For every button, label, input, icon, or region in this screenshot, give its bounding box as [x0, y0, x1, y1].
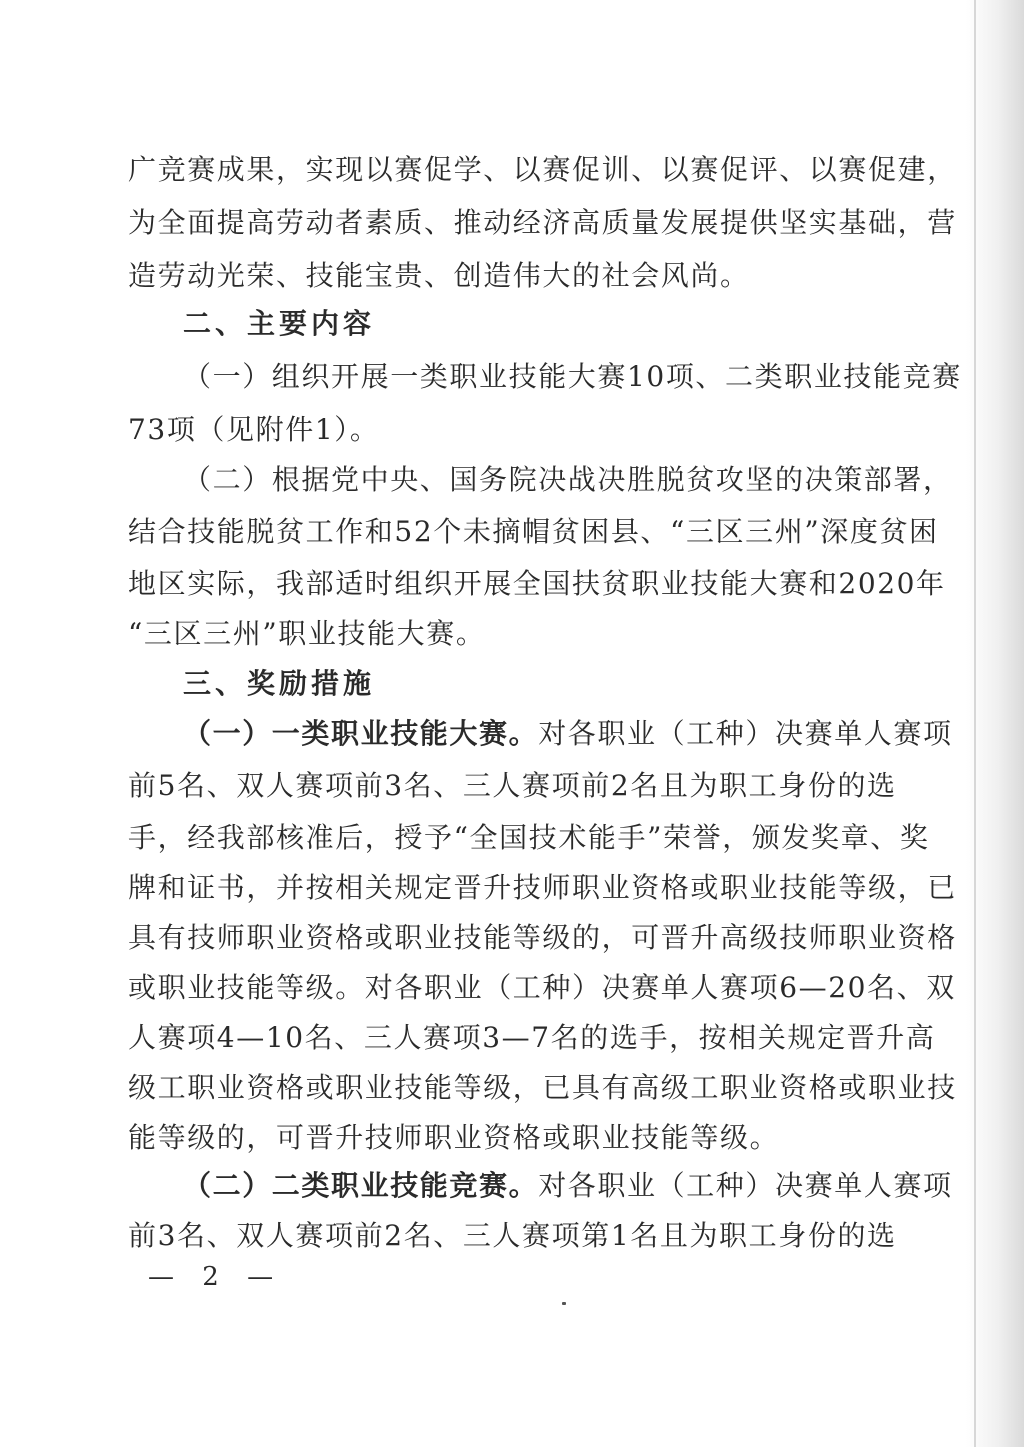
body-line: 手，经我部核准后，授予“全国技术能手”荣誉，颁发奖章、奖	[128, 821, 930, 854]
page-number: — 2 —	[148, 1262, 284, 1292]
body-line: 造劳动光荣、技能宝贵、创造伟大的社会风尚。	[128, 259, 750, 292]
body-line: 前5名、双人赛项前3名、三人赛项前2名且为职工身份的选	[128, 769, 897, 802]
scan-edge-line	[974, 0, 976, 1447]
body-line: 级工职业资格或职业技能等级，已具有高级工职业资格或职业技	[128, 1071, 957, 1104]
body-line: 结合技能脱贫工作和52个未摘帽贫困县、“三区三州”深度贫困	[128, 515, 939, 548]
body-line: 73项（见附件1）。	[128, 413, 380, 446]
body-line: 前3名、双人赛项前2名、三人赛项第1名且为职工身份的选	[128, 1219, 897, 1252]
body-text: 对各职业（工种）决赛单人赛项	[538, 717, 953, 750]
body-line: 人赛项4—10名、三人赛项3—7名的选手，按相关规定晋升高	[128, 1021, 936, 1054]
body-line: 牌和证书，并按相关规定晋升技师职业资格或职业技能等级，已	[128, 871, 957, 904]
body-line: 具有技师职业资格或职业技能等级的，可晋升高级技师职业资格	[128, 921, 957, 954]
body-line: 能等级的，可晋升技师职业资格或职业技能等级。	[128, 1121, 780, 1154]
body-line: 或职业技能等级。对各职业（工种）决赛单人赛项6—20名、双	[128, 971, 956, 1004]
subsection-lead: （一）一类职业技能大赛。	[183, 717, 539, 750]
body-line	[183, 1166, 953, 1206]
body-line	[183, 714, 953, 754]
subsection-lead: （二）二类职业技能竞赛。	[183, 1169, 539, 1202]
body-line: “三区三州”职业技能大赛。	[128, 617, 486, 650]
section-heading: 二、主要内容	[183, 307, 376, 340]
body-line: 广竞赛成果，实现以赛促学、以赛促训、以赛促评、以赛促建，	[128, 153, 957, 186]
body-text: 对各职业（工种）决赛单人赛项	[538, 1169, 953, 1202]
scan-speck	[562, 1302, 566, 1305]
body-line: （一）组织开展一类职业技能大赛10项、二类职业技能竞赛	[183, 360, 962, 393]
body-line: 地区实际，我部适时组织开展全国扶贫职业技能大赛和2020年	[128, 567, 946, 600]
body-line: （二）根据党中央、国务院决战决胜脱贫攻坚的决策部署，	[183, 463, 953, 496]
body-line: 为全面提高劳动者素质、推动经济高质量发展提供坚实基础，营	[128, 206, 957, 239]
section-heading: 三、奖励措施	[183, 667, 376, 700]
